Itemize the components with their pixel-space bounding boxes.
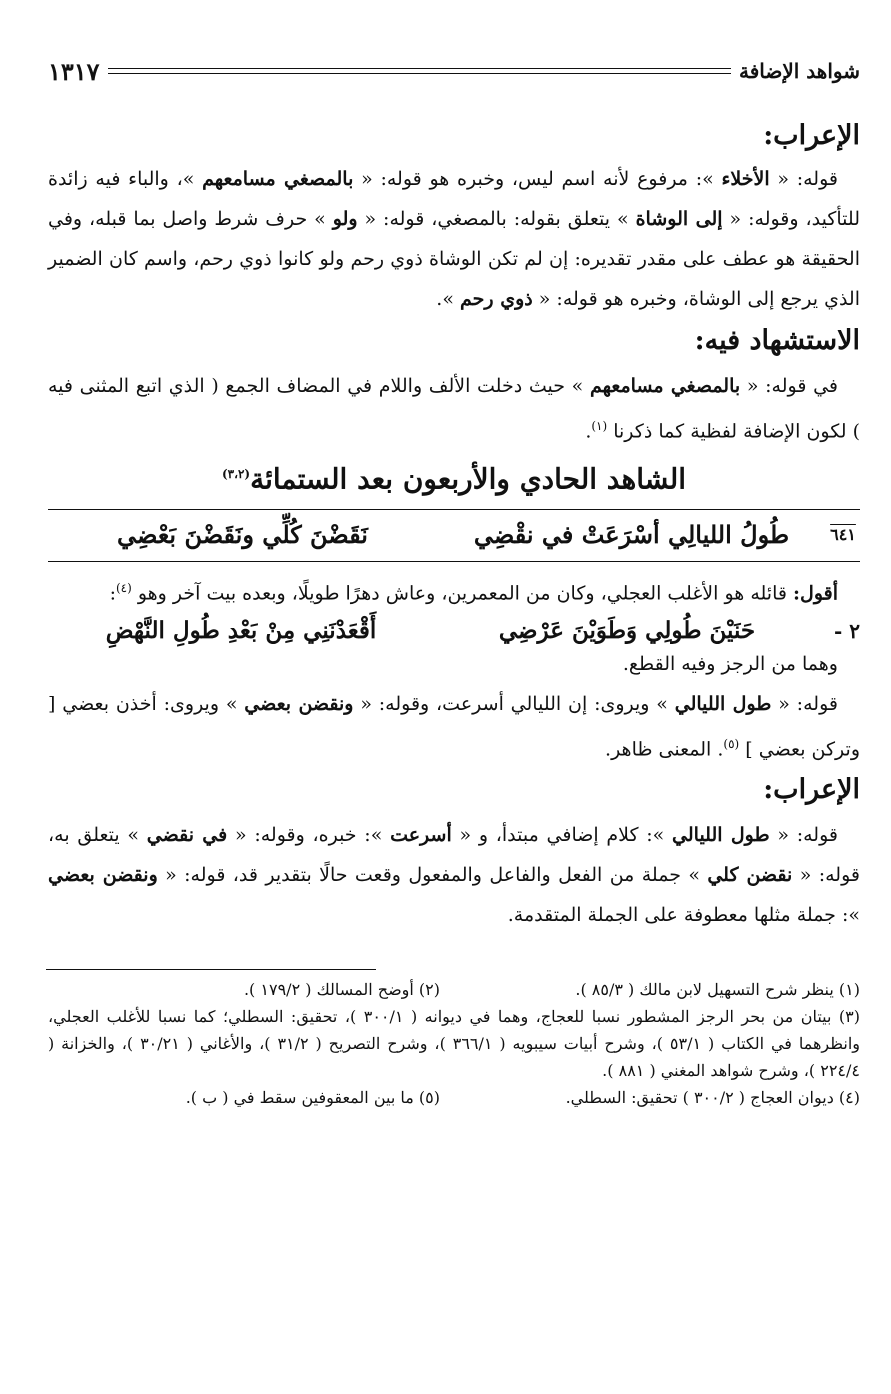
istishhad-paragraph: في قوله: « بالمصغي مسامعهم » حيث دخلت الألف واللام في المضاف الجمع ( الذي اتبع المثنى فيه ) لكون الإضافة لفظية كما ذكرنا $^{(١)}$. <box>48 375 860 443</box>
page-number: ١٣١٧ <box>48 56 100 86</box>
header-rule <box>108 68 731 74</box>
commentary-paragraph-3: قوله: « طول الليالي » ويروى: إن الليالي أسرعت، وقوله: « ونقضن بعضي » ويروى: أخذن بعضي [ وتركن بعضي ] $^{(٥)}$. المعنى ظاهر. <box>48 693 860 761</box>
shahid-title-ref: (٣،٢) <box>221 466 251 481</box>
verse-hemistich-2: نَقَضْنَ كُلِّي ونَقَضْنَ بَعْضِي <box>117 519 368 549</box>
irab-paragraph: قوله: « الأخلاء »: مرفوع لأنه اسم ليس، وخبره هو قوله: « بالمصغي مسامعهم »، والباء فيه زائدة للتأكيد، وقوله: « إلى الوشاة » يتعلق بقوله: بالمصغي، قوله: « ولو » حرف شرط واصل بما قبله، وفي الحقيقة هو عطف على مقدر تقديره: إن لم تكن الوشاة ذوي رحم ولو كانوا ذوي رحم، واسم كان الضمير الذي يرجع إلى الوشاة، وخبره هو قوله: « ذوي رحم ». <box>48 168 860 311</box>
shahid-verse <box>48 509 860 562</box>
commentary-paragraph-2: وهما من الرجز وفيه القطع. <box>622 653 838 676</box>
second-verse <box>48 617 860 644</box>
irab-paragraph-2: قوله: « طول الليالي »: كلام إضافي مبتدأ، و « أسرعت »: خبره، وقوله: « في نقضي » يتعلق به، قوله: « نقضن كلي » جملة من الفعل والفاعل والمفعول وقعت حالًا بتقدير قد، قوله: « ونقضن بعضي »: جملة مثلها معطوفة على الجملة المتقدمة. <box>48 823 860 926</box>
footnote-1: (١) ينظر شرح التسهيل لابن مالك ( ٨٥/٣ ). <box>575 979 860 999</box>
section-title-irab-2: الإعراب: <box>763 773 860 805</box>
section-title-istishhad: الاستشهاد فيه: <box>694 325 860 357</box>
section-title-irab: الإعراب: <box>763 120 860 151</box>
footnote-row-1 <box>48 976 860 1003</box>
footnote-rule <box>46 969 376 970</box>
second-verse-index: ٢ - <box>833 618 860 643</box>
shahid-title-text: الشاهد الحادي والأربعون بعد الستمائة <box>250 461 687 495</box>
footnote-4: (٤) ديوان العجاج ( ٣٠٠/٢ ) تحقيق: السطلي. <box>565 1087 860 1107</box>
shahid-number: ٦٤١ <box>830 524 856 544</box>
second-verse-hemistich-1: حَنَيْنَ طُولِي وَطَوَيْنَ عَرْضِي <box>498 617 756 645</box>
footnote-5: (٥) ما بين المعقوفين سقط في ( ب ). <box>185 1087 440 1107</box>
footnote-2: (٢) أوضح المسالك ( ١٧٩/٢ ). <box>243 979 440 999</box>
running-title: شواهد الإضافة <box>739 59 860 83</box>
footnote-3: (٣) بيتان من بحر الرجز المشطور نسبا للعجاج، وهما في ديوانه ( ٣٠٠/١ )، تحقيق: السطلي؛ كما نسبا للأغلب العجلي، وانظرهما في الكتاب ( ٥٣/١ )، وشرح أبيات سيبويه ( ٣٦٦/١ )، وشرح التصريح ( ٣١/٢ )، والأغاني ( ٣٠/٢١ )، والخزانة ( ٢٢٤/٤ )، وشرح شواهد المغني ( ٨٨١ ). <box>48 1006 861 1080</box>
footnote-row-2 <box>48 1084 860 1111</box>
commentary-paragraph-1: أقول: قائله هو الأغلب العجلي، وكان من المعمرين، وعاش دهرًا طويلًا، وبعده بيت آخر وهو $^{(٤)}$: <box>109 580 838 605</box>
verse-hemistich-1: طُولُ الليالِي أسْرَعَتْ في نقْضِي <box>473 519 790 549</box>
book-page <box>48 54 860 1111</box>
second-verse-hemistich-2: أَقْعَدْنَنِي مِنْ بَعْدِ طُولِ النَّهْضِ <box>105 617 377 645</box>
page-header <box>48 54 860 88</box>
shahid-title <box>48 454 860 499</box>
